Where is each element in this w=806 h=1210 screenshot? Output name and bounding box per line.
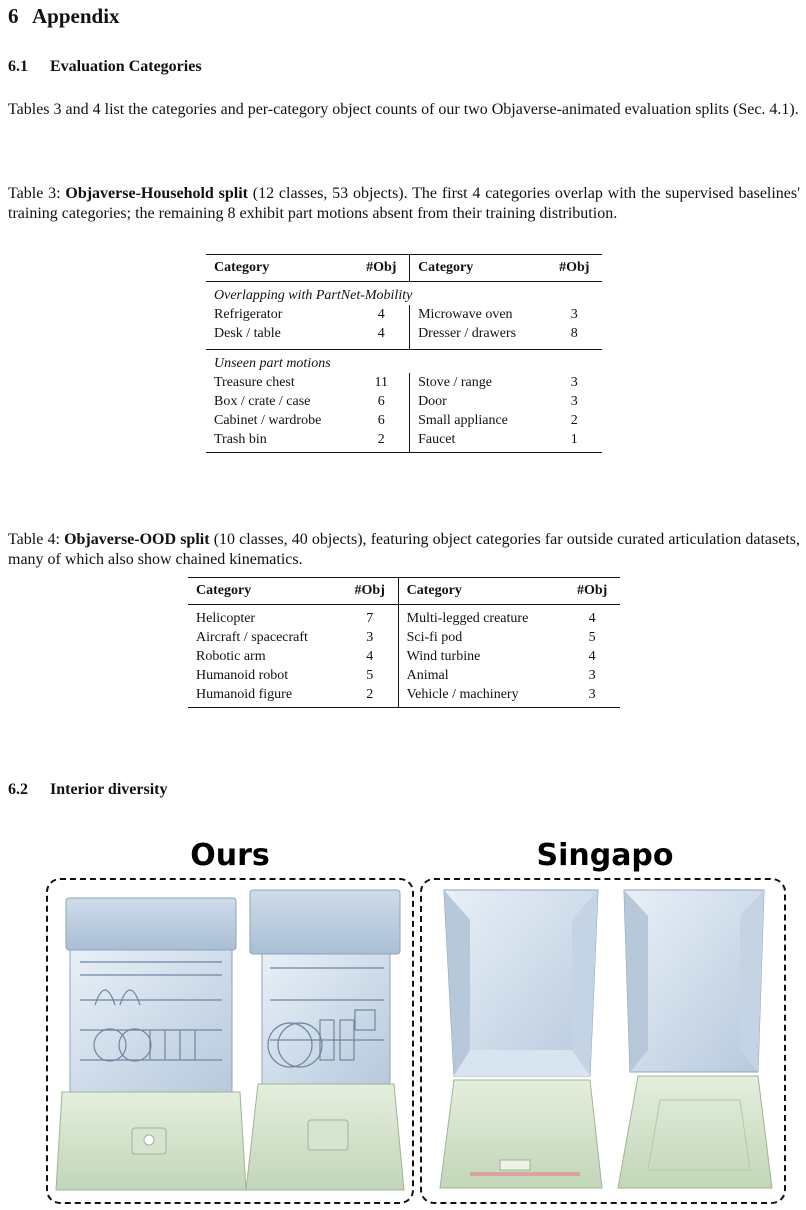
table-cell: Small appliance xyxy=(410,411,547,430)
table-cell: Wind turbine xyxy=(398,647,564,666)
table4-caption-title: Objaverse-OOD split xyxy=(64,531,210,548)
table-cell: 3 xyxy=(588,668,596,683)
table-cell: Multi-legged creature xyxy=(398,605,564,629)
table-cell: 4 xyxy=(588,649,596,664)
table-cell: Sci-fi pod xyxy=(398,628,564,647)
table-cell: Trash bin xyxy=(206,430,354,453)
header-count: #Obj xyxy=(366,260,397,275)
table-cell: Refrigerator xyxy=(214,307,283,322)
intro-paragraph: Tables 3 and 4 list the categories and per-category object counts of our two Objaverse-animated evaluation splits (Sec. 4.1). xyxy=(8,101,799,118)
table-cell: 5 xyxy=(366,668,374,683)
table-cell: 4 xyxy=(377,307,385,322)
table-cell: Cabinet / wardrobe xyxy=(214,413,322,428)
table-cell: Aircraft / spacecraft xyxy=(196,630,308,645)
header-count: #Obj xyxy=(354,583,385,598)
section-number: 6 xyxy=(8,4,19,28)
table-cell: 5 xyxy=(588,630,596,645)
header-count: #Obj xyxy=(576,583,608,598)
table-cell: Microwave oven xyxy=(410,305,547,324)
subsection-title: Evaluation Categories xyxy=(50,58,202,75)
dishwasher-singapo-2 xyxy=(618,890,772,1188)
table-cell: Humanoid robot xyxy=(196,668,289,683)
table-cell: 6 xyxy=(377,394,385,409)
table-cell: Door xyxy=(410,392,547,411)
table4-caption-prefix: Table 4: xyxy=(8,531,65,548)
table-cell: Stove / range xyxy=(410,373,547,392)
table-cell: Robotic arm xyxy=(196,649,266,664)
table-cell: 11 xyxy=(374,375,389,390)
table-cell: Treasure chest xyxy=(214,375,295,390)
table-cell: 2 xyxy=(354,430,410,453)
header-category: Category xyxy=(214,260,270,275)
group-label: Unseen part motions xyxy=(214,356,331,371)
subsection-number: 6.2 xyxy=(8,781,28,798)
table-cell: 4 xyxy=(588,611,596,626)
header-category: Category xyxy=(410,255,547,282)
table-cell: Desk / table xyxy=(214,326,281,341)
table-cell: 4 xyxy=(366,649,374,664)
group-label: Overlapping with PartNet-Mobility xyxy=(214,288,413,303)
table-cell: 8 xyxy=(570,326,578,341)
dishwasher-ours-2 xyxy=(246,890,404,1190)
table-cell: 3 xyxy=(366,630,374,645)
subsection-number: 6.1 xyxy=(8,58,28,75)
table-cell: 4 xyxy=(377,326,385,341)
table-cell: Helicopter xyxy=(196,611,256,626)
table-cell: 7 xyxy=(366,611,374,626)
figure-title-ours: Ours xyxy=(190,838,270,873)
table-cell: 2 xyxy=(570,413,578,428)
table-cell: Box / crate / case xyxy=(214,394,311,409)
header-count: #Obj xyxy=(559,260,590,275)
table4-caption-text: (10 classes, 40 objects), featuring object categories far outside curated articulation datasets, many of which also show chained kinematics. xyxy=(8,531,801,568)
table3-caption-title: Objaverse-Household split xyxy=(65,185,248,202)
table-cell: Animal xyxy=(398,666,564,685)
subsection-title: Interior diversity xyxy=(50,781,168,798)
header-category: Category xyxy=(398,578,564,605)
header-category: Category xyxy=(196,583,252,598)
table-cell: Vehicle / machinery xyxy=(398,685,564,708)
table-cell: 3 xyxy=(570,307,578,322)
dishwasher-singapo-1 xyxy=(440,890,602,1188)
table-cell: 3 xyxy=(570,375,578,390)
dishwasher-ours-1 xyxy=(56,898,246,1190)
table-cell: 3 xyxy=(570,394,578,409)
table3-caption-text: (12 classes, 53 objects). The first 4 categories overlap with the supervised baselines' training categories; the remaining 8 exhibit part motions absent from their training distribution. xyxy=(8,185,801,222)
table-cell: Humanoid figure xyxy=(188,685,342,708)
section-title: Appendix xyxy=(32,4,120,28)
table-cell: 1 xyxy=(547,430,602,453)
table-cell: 3 xyxy=(564,685,620,708)
table3-caption-prefix: Table 3: xyxy=(8,185,66,202)
table-cell: Dresser / drawers xyxy=(410,324,547,350)
table-cell: 2 xyxy=(342,685,398,708)
table-cell: 6 xyxy=(377,413,385,428)
table-cell: Faucet xyxy=(410,430,547,453)
figure-title-singapo: Singapo xyxy=(536,838,674,873)
